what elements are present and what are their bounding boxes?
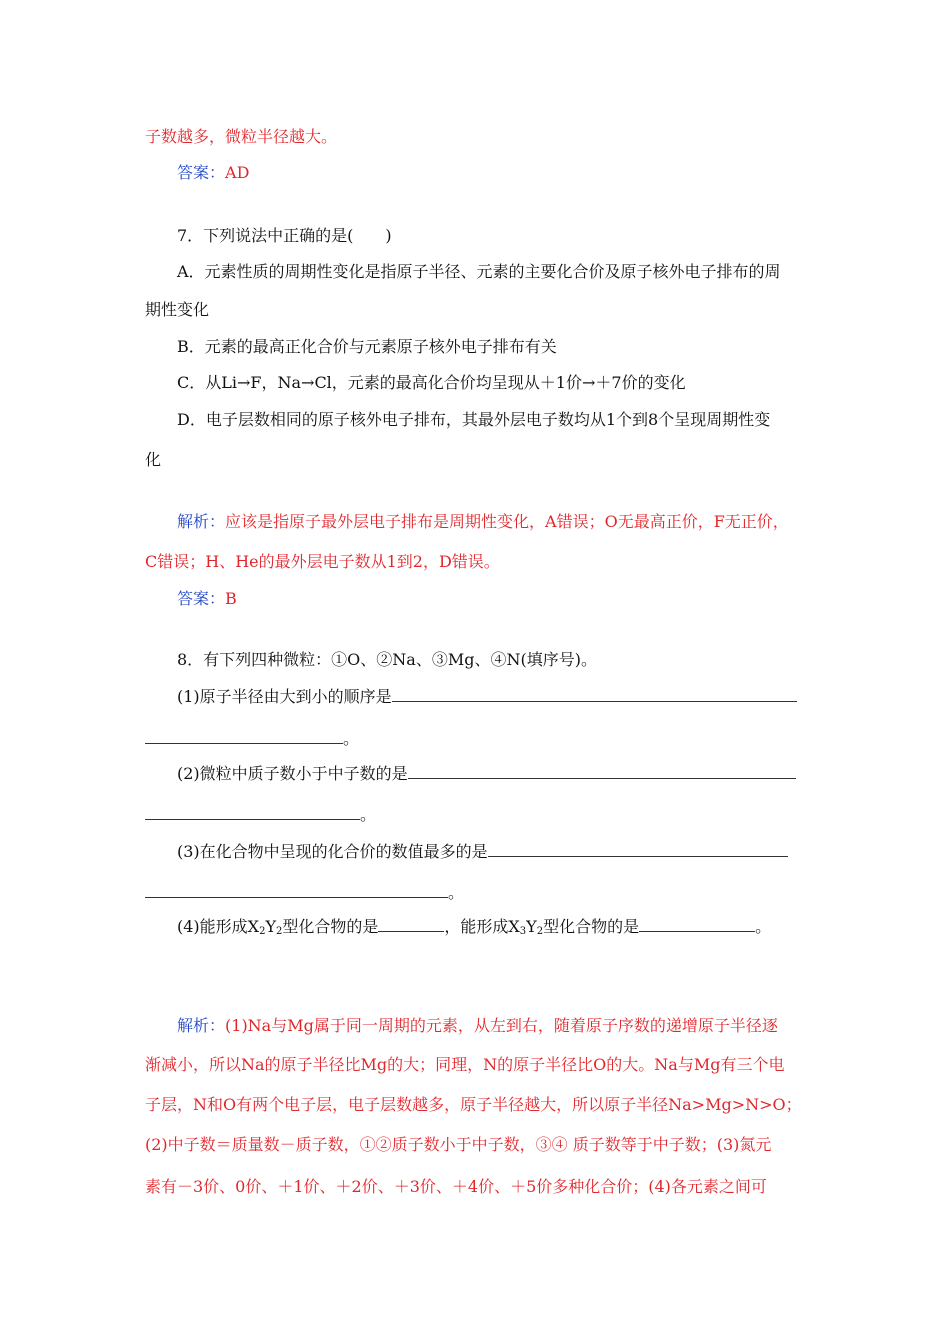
answer-label: 答案： bbox=[177, 163, 226, 182]
part2-text: (2)微粒中质子数小于中子数的是 bbox=[177, 764, 408, 783]
q8-part1-cont bbox=[145, 727, 359, 751]
q8-part3-cont bbox=[145, 881, 464, 905]
q7-answer bbox=[177, 587, 237, 611]
q7-option-c: C．从Li→F，Na→Cl，元素的最高化合价均呈现从＋1价→＋7价的变化 bbox=[177, 373, 686, 392]
part1-text: (1)原子半径由大到小的顺序是 bbox=[177, 687, 392, 706]
q7-option-a: A．元素性质的周期性变化是指原子半径、元素的主要化合价及原子核外电子排布的周 bbox=[177, 262, 781, 281]
q6-answer bbox=[177, 161, 249, 185]
q7-option-d-cont: 化 bbox=[145, 450, 162, 469]
subscript: 2 bbox=[259, 926, 266, 937]
q8-part1 bbox=[177, 685, 797, 709]
q7-stem: 7．下列说法中正确的是( ) bbox=[177, 226, 392, 245]
period: 。 bbox=[343, 729, 360, 748]
q6-explanation-tail: 子数越多，微粒半径越大。 bbox=[145, 127, 338, 146]
q8-part4 bbox=[177, 915, 771, 944]
part1-blank[interactable] bbox=[392, 686, 797, 702]
subscript: 3 bbox=[519, 926, 527, 937]
q8-explanation-line3: 子层，N和O有两个电子层，电子层数越多，原子半径越大，所以原子半径Na>Mg>N>O； bbox=[145, 1095, 802, 1114]
part4-text-c: 型化合物的是 bbox=[282, 917, 379, 936]
q7-option-b: B．元素的最高正化合价与元素原子核外电子排布有关 bbox=[177, 337, 557, 356]
q8-stem: 8．有下列四种微粒：①O、②Na、③Mg、④N(填序号)。 bbox=[177, 650, 597, 669]
q7-option-a-cont: 期性变化 bbox=[145, 300, 210, 319]
q8-explanation bbox=[177, 1014, 778, 1038]
part4-text-a: (4)能形成X bbox=[177, 917, 260, 936]
q8-part2 bbox=[177, 762, 796, 786]
part3-blank[interactable] bbox=[488, 841, 788, 857]
part1-blank-cont[interactable] bbox=[145, 728, 343, 744]
q8-part3 bbox=[177, 840, 788, 864]
part4-text-f: 型化合物的是 bbox=[543, 917, 640, 936]
q8-explanation-line5: 素有－3价、0价、＋1价、＋2价、＋3价、＋4价、＋5价多种化合价；(4)各元素之间可 bbox=[145, 1177, 767, 1196]
part4-blank-1[interactable] bbox=[378, 916, 444, 932]
part4-text-d: ，能形成X bbox=[444, 917, 520, 936]
part3-blank-cont[interactable] bbox=[145, 882, 448, 898]
part4-text-b: Y bbox=[265, 917, 276, 936]
part2-blank[interactable] bbox=[408, 763, 796, 779]
q7-explanation-cont: C错误；H、He的最外层电子数从1到2，D错误。 bbox=[145, 552, 500, 571]
answer-value: B bbox=[225, 589, 237, 608]
q8-part2-cont bbox=[145, 803, 376, 827]
subscript: 2 bbox=[276, 926, 283, 937]
explanation-label: 解析： bbox=[177, 1016, 226, 1035]
explanation-text: (1)Na与Mg属于同一周期的元素，从左到右，随着原子序数的递增原子半径逐 bbox=[225, 1016, 778, 1035]
q8-explanation-line4: (2)中子数＝质量数－质子数，①②质子数小于中子数，③④ 质子数等于中子数；(3)氮元 bbox=[145, 1135, 772, 1154]
subscript: 2 bbox=[536, 926, 544, 937]
part4-blank-2[interactable] bbox=[639, 916, 755, 932]
part4-text-e: Y bbox=[526, 917, 537, 936]
explanation-text: 应该是指原子最外层电子排布是周期性变化，A错误；O无最高正价，F无正价， bbox=[225, 512, 789, 531]
part2-blank-cont[interactable] bbox=[145, 804, 360, 820]
period: 。 bbox=[360, 805, 377, 824]
q7-explanation bbox=[177, 510, 789, 534]
explanation-label: 解析： bbox=[177, 512, 226, 531]
answer-value: AD bbox=[225, 163, 250, 182]
answer-label: 答案： bbox=[177, 589, 226, 608]
period: 。 bbox=[448, 883, 465, 902]
part3-text: (3)在化合物中呈现的化合价的数值最多的是 bbox=[177, 842, 488, 861]
q8-explanation-line2: 渐减小，所以Na的原子半径比Mg的大；同理，N的原子半径比O的大。Na与Mg有三个电 bbox=[145, 1055, 785, 1074]
period: 。 bbox=[755, 917, 772, 936]
q7-option-d: D．电子层数相同的原子核外电子排布，其最外层电子数均从1个到8个呈现周期性变 bbox=[177, 410, 771, 429]
